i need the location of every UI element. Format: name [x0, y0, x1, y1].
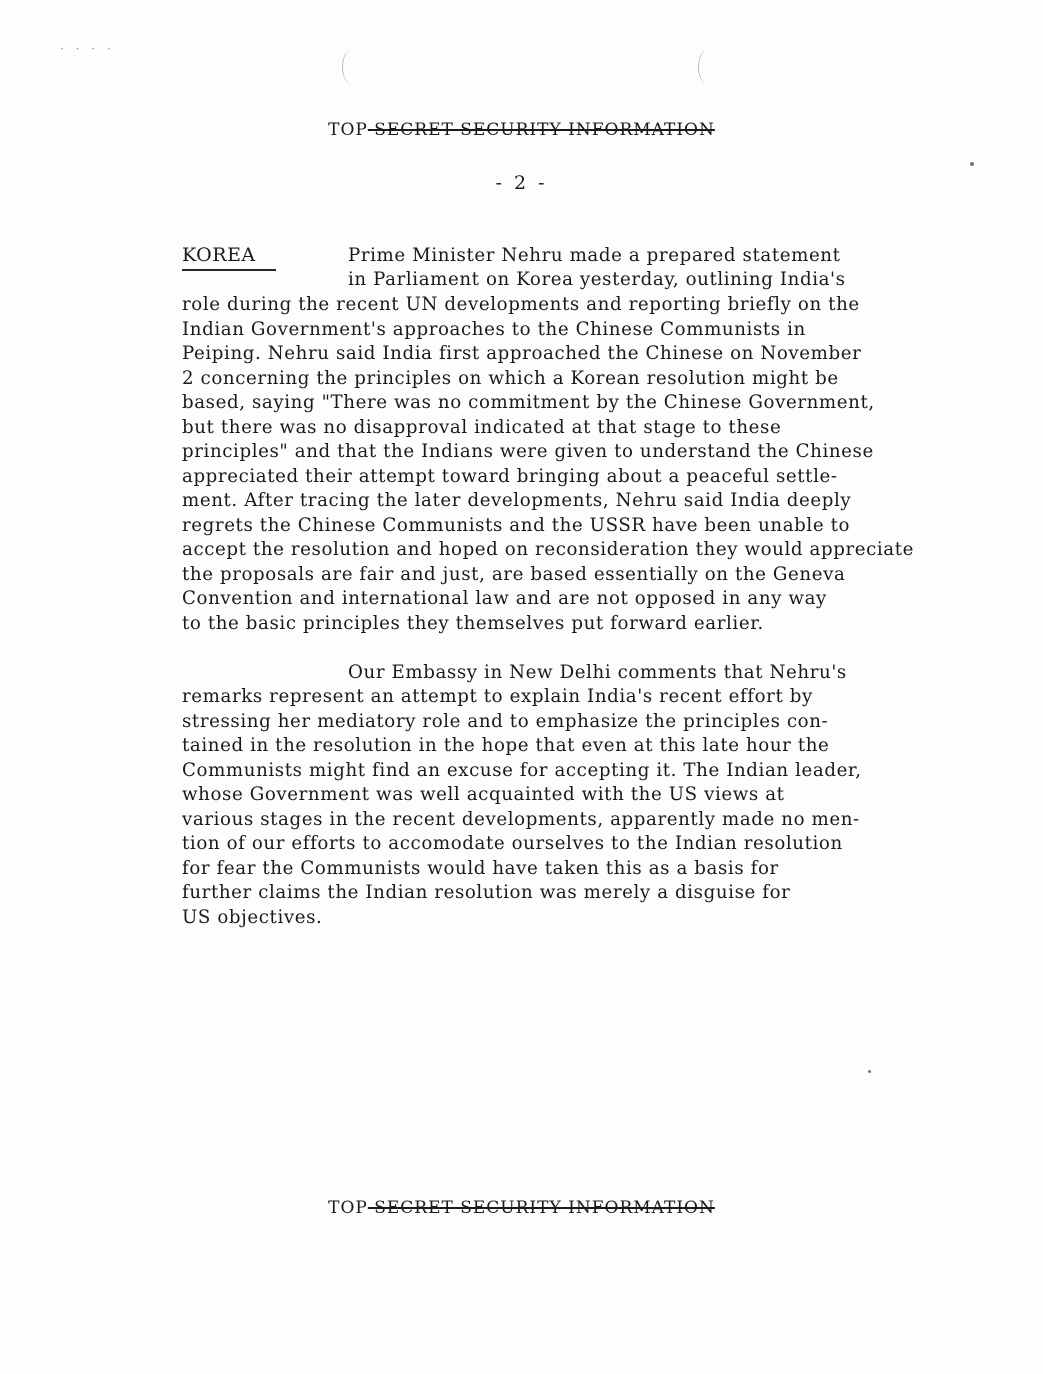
text-line: whose Government was well acquainted with the US views at [182, 784, 785, 805]
text-line: US objectives. [182, 907, 323, 928]
header-classification [0, 120, 1043, 140]
text-line: further claims the Indian resolution was merely a disguise for [182, 882, 791, 903]
text-line: ment. After tracing the later developments, Nehru said India deeply [182, 490, 852, 511]
heading-underline [182, 269, 276, 271]
footer-classification [0, 1198, 1043, 1218]
text-line: regrets the Chinese Communists and the USSR have been unable to [182, 515, 851, 536]
text-line: tained in the resolution in the hope that even at this late hour the [182, 735, 830, 756]
text-line: Peiping. Nehru said India first approached the Chinese on November [182, 343, 862, 364]
text-line: based, saying "There was no commitment by the Chinese Government, [182, 392, 875, 413]
text-line: Indian Government's approaches to the Chinese Communists in [182, 319, 806, 340]
speck [970, 162, 974, 166]
speck [868, 1070, 871, 1073]
text-line: various stages in the recent developments, apparently made no men- [182, 809, 860, 830]
text-line: appreciated their attempt toward bringing about a peaceful settle- [182, 466, 838, 487]
page-number: - 2 - [495, 172, 548, 194]
text-line: to the basic principles they themselves put forward earlier. [182, 613, 764, 634]
classification-plain: TOP [328, 1198, 368, 1218]
text-line: principles" and that the Indians were given to understand the Chinese [182, 441, 874, 462]
margin-mark: · · · · [60, 42, 115, 56]
text-line: for fear the Communists would have taken this as a basis for [182, 858, 779, 879]
text-line: Our Embassy in New Delhi comments that Nehru's [348, 662, 847, 683]
text-line: Prime Minister Nehru made a prepared statement [348, 245, 841, 266]
section-heading: KOREA [182, 244, 256, 266]
text-line: tion of our efforts to accomodate ourselves to the Indian resolution [182, 833, 843, 854]
text-line: Convention and international law and are not opposed in any way [182, 588, 827, 609]
text-line: role during the recent UN developments and reporting briefly on the [182, 294, 860, 315]
classification-struck: SECRET SECURITY INFORMATION [367, 120, 715, 140]
punch-hole-mark-left [342, 50, 361, 84]
text-line: in Parliament on Korea yesterday, outlining India's [348, 269, 846, 290]
text-line: stressing her mediatory role and to emphasize the principles con- [182, 711, 829, 732]
text-line: but there was no disapproval indicated at that stage to these [182, 417, 782, 438]
classification-struck: SECRET SECURITY INFORMATION [367, 1198, 715, 1218]
text-line: accept the resolution and hoped on reconsideration they would appreciate [182, 539, 915, 560]
text-line: the proposals are fair and just, are based essentially on the Geneva [182, 564, 846, 585]
text-line: 2 concerning the principles on which a Korean resolution might be [182, 368, 839, 389]
punch-hole-mark-right [698, 50, 717, 84]
text-line: remarks represent an attempt to explain India's recent effort by [182, 686, 813, 707]
text-line: Communists might find an excuse for accepting it. The Indian leader, [182, 760, 862, 781]
classification-plain: TOP [328, 120, 368, 140]
